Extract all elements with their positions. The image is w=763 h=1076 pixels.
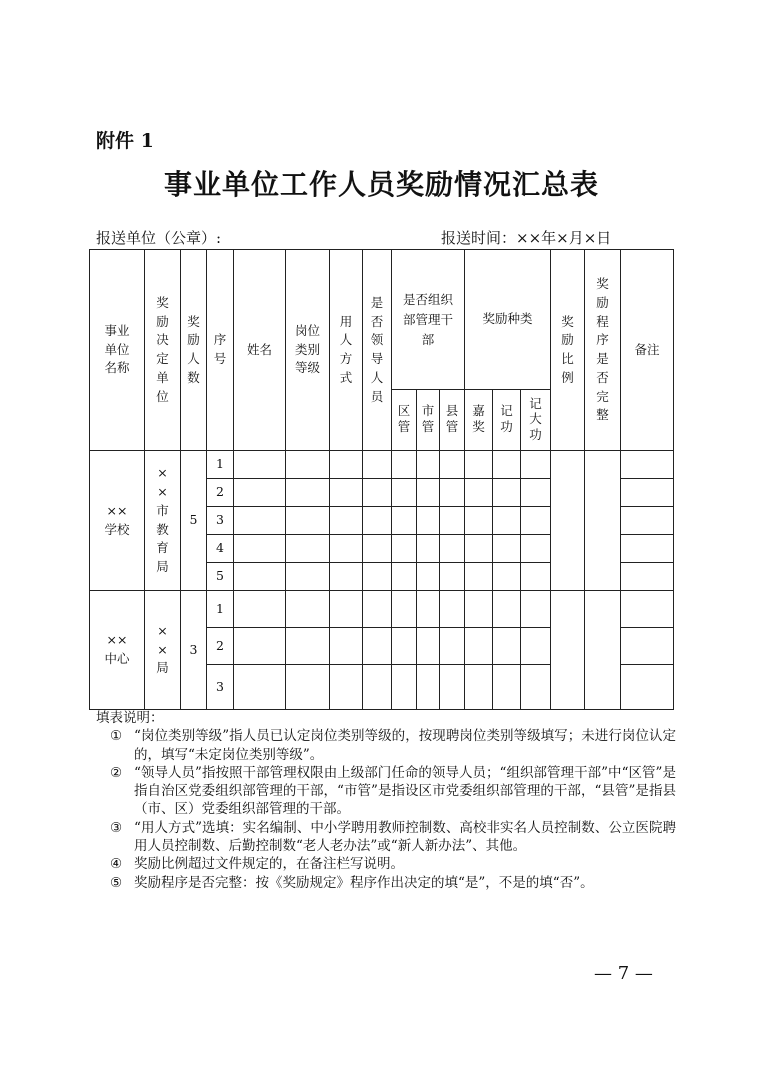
seq-cell: 5 [207,563,234,591]
unit-name-cell: ××学校 [90,451,145,591]
commend-cell[interactable] [465,507,493,535]
name-cell[interactable] [234,507,286,535]
district-cell[interactable] [392,665,417,710]
district-cell[interactable] [392,563,417,591]
employ-cell[interactable] [330,591,363,628]
remark-cell[interactable] [621,479,674,507]
header-org-district: 区管 [392,390,417,451]
big-merit-cell[interactable] [521,507,551,535]
note-item: ④ 奖励比例超过文件规定的，在备注栏写说明。 [110,856,404,873]
name-cell[interactable] [234,591,286,628]
report-time-label: 报送时间：××年×月×日 [441,229,612,247]
big-merit-cell[interactable] [521,628,551,665]
decision-unit-cell: ××市教育局 [145,451,181,591]
seq-cell: 3 [207,665,234,710]
county-cell[interactable] [440,451,465,479]
leader-cell[interactable] [363,535,392,563]
big-merit-cell[interactable] [521,479,551,507]
district-cell[interactable] [392,507,417,535]
merit-cell[interactable] [493,451,521,479]
district-cell[interactable] [392,591,417,628]
complete-cell[interactable] [585,451,621,591]
header-row-1 [90,250,674,390]
fill-instructions [96,709,676,892]
big-merit-cell[interactable] [521,563,551,591]
remark-cell[interactable] [621,628,674,665]
leader-cell[interactable] [363,479,392,507]
post-cell[interactable] [286,563,330,591]
merit-cell[interactable] [493,665,521,710]
city-cell[interactable] [417,628,440,665]
page-number: — 7 — [594,963,653,984]
remark-cell[interactable] [621,451,674,479]
city-cell[interactable] [417,665,440,710]
commend-cell[interactable] [465,563,493,591]
leader-cell[interactable] [363,628,392,665]
post-cell[interactable] [286,665,330,710]
big-merit-cell[interactable] [521,591,551,628]
seq-cell: 1 [207,591,234,628]
page-title: 事业单位工作人员奖励情况汇总表 [163,168,599,201]
remark-cell[interactable] [621,535,674,563]
city-cell[interactable] [417,535,440,563]
post-cell[interactable] [286,507,330,535]
header-award-type: 奖励种类 [465,250,551,390]
summary-table [89,249,674,710]
header-decision-unit: 奖励决定单位 [145,250,181,451]
note-item: ③ “用人方式”选填：实名编制、中小学聘用教师控制数、高校非实名人员控制数、公立医院聘用人员控制数、后勤控制数“老人老办法”或“新人新办法”、其他。 [110,819,676,855]
name-cell[interactable] [234,628,286,665]
county-cell[interactable] [440,628,465,665]
district-cell[interactable] [392,535,417,563]
notes-title: 填表说明： [96,710,164,726]
county-cell[interactable] [440,591,465,628]
unit-name-cell: ××中心 [90,591,145,710]
table-row [90,451,674,479]
post-cell[interactable] [286,451,330,479]
commend-cell[interactable] [465,628,493,665]
header-seq: 序号 [207,250,234,451]
remark-cell[interactable] [621,507,674,535]
employ-cell[interactable] [330,628,363,665]
merit-cell[interactable] [493,507,521,535]
header-procedure-complete: 奖励程序是否完整 [585,250,621,451]
big-merit-cell[interactable] [521,451,551,479]
commend-cell[interactable] [465,535,493,563]
header-employ-mode: 用人方式 [330,250,363,451]
district-cell[interactable] [392,628,417,665]
leader-cell[interactable] [363,591,392,628]
city-cell[interactable] [417,451,440,479]
leader-cell[interactable] [363,451,392,479]
header-post-grade: 岗位类别等级 [286,250,330,451]
city-cell[interactable] [417,591,440,628]
city-cell[interactable] [417,507,440,535]
merit-cell[interactable] [493,628,521,665]
header-unit-name: 事业单位名称 [90,250,145,451]
remark-cell[interactable] [621,563,674,591]
ratio-cell[interactable] [551,451,585,591]
employ-cell[interactable] [330,665,363,710]
award-count-cell: 3 [181,591,207,710]
header-org-city: 市管 [417,390,440,451]
county-cell[interactable] [440,563,465,591]
commend-cell[interactable] [465,591,493,628]
table-row [90,591,674,628]
merit-cell[interactable] [493,563,521,591]
remark-cell[interactable] [621,665,674,710]
leader-cell[interactable] [363,563,392,591]
name-cell[interactable] [234,479,286,507]
city-cell[interactable] [417,563,440,591]
commend-cell[interactable] [465,479,493,507]
header-is-leader: 是否领导人员 [363,250,392,451]
employ-cell[interactable] [330,563,363,591]
post-cell[interactable] [286,535,330,563]
remark-cell[interactable] [621,591,674,628]
employ-cell[interactable] [330,479,363,507]
seq-cell: 3 [207,507,234,535]
city-cell[interactable] [417,479,440,507]
header-award-commend: 嘉奖 [465,390,493,451]
post-cell[interactable] [286,479,330,507]
name-cell[interactable] [234,563,286,591]
county-cell[interactable] [440,507,465,535]
merit-cell[interactable] [493,479,521,507]
county-cell[interactable] [440,535,465,563]
seq-cell: 1 [207,451,234,479]
employ-cell[interactable] [330,507,363,535]
seq-cell: 2 [207,479,234,507]
header-award-count: 奖励人数 [181,250,207,451]
header-name: 姓名 [234,250,286,451]
name-cell[interactable] [234,451,286,479]
leader-cell[interactable] [363,665,392,710]
district-cell[interactable] [392,479,417,507]
leader-cell[interactable] [363,507,392,535]
merit-cell[interactable] [493,591,521,628]
name-cell[interactable] [234,535,286,563]
header-org-county: 县管 [440,390,465,451]
award-count-cell: 5 [181,451,207,591]
employ-cell[interactable] [330,535,363,563]
seq-cell: 2 [207,628,234,665]
post-cell[interactable] [286,628,330,665]
header-remark: 备注 [621,250,674,451]
attachment-label: 附件 1 [96,130,154,152]
employ-cell[interactable] [330,451,363,479]
post-cell[interactable] [286,591,330,628]
ratio-cell[interactable] [551,591,585,710]
commend-cell[interactable] [465,665,493,710]
commend-cell[interactable] [465,451,493,479]
header-award-big-merit: 记大功 [521,390,551,451]
big-merit-cell[interactable] [521,535,551,563]
district-cell[interactable] [392,451,417,479]
header-award-merit: 记功 [493,390,521,451]
county-cell[interactable] [440,479,465,507]
big-merit-cell[interactable] [521,665,551,710]
header-org-managed: 是否组织部管理干部 [392,250,465,390]
report-unit-label: 报送单位（公章）: [96,229,222,247]
merit-cell[interactable] [493,535,521,563]
note-item: ② “领导人员”指按照干部管理权限由上级部门任命的领导人员；“组织部管理干部”中“区管”是指自治区党委组织部管理的干部，“市管”是指设区市党委组织部管理的干部，“县管”是指县（市、区）党委组织部管理的干部。 [110,764,676,818]
seq-cell: 4 [207,535,234,563]
name-cell[interactable] [234,665,286,710]
note-item: ① “岗位类别等级”指人员已认定岗位类别等级的，按现聘岗位类别等级填写；未进行岗位认定的，填写“未定岗位类别等级”。 [110,728,676,763]
county-cell[interactable] [440,665,465,710]
decision-unit-cell: ××局 [145,591,181,710]
complete-cell[interactable] [585,591,621,710]
header-award-ratio: 奖励比例 [551,250,585,451]
note-item: ⑤ 奖励程序是否完整：按《奖励规定》程序作出决定的填“是”，不是的填“否”。 [110,874,594,891]
